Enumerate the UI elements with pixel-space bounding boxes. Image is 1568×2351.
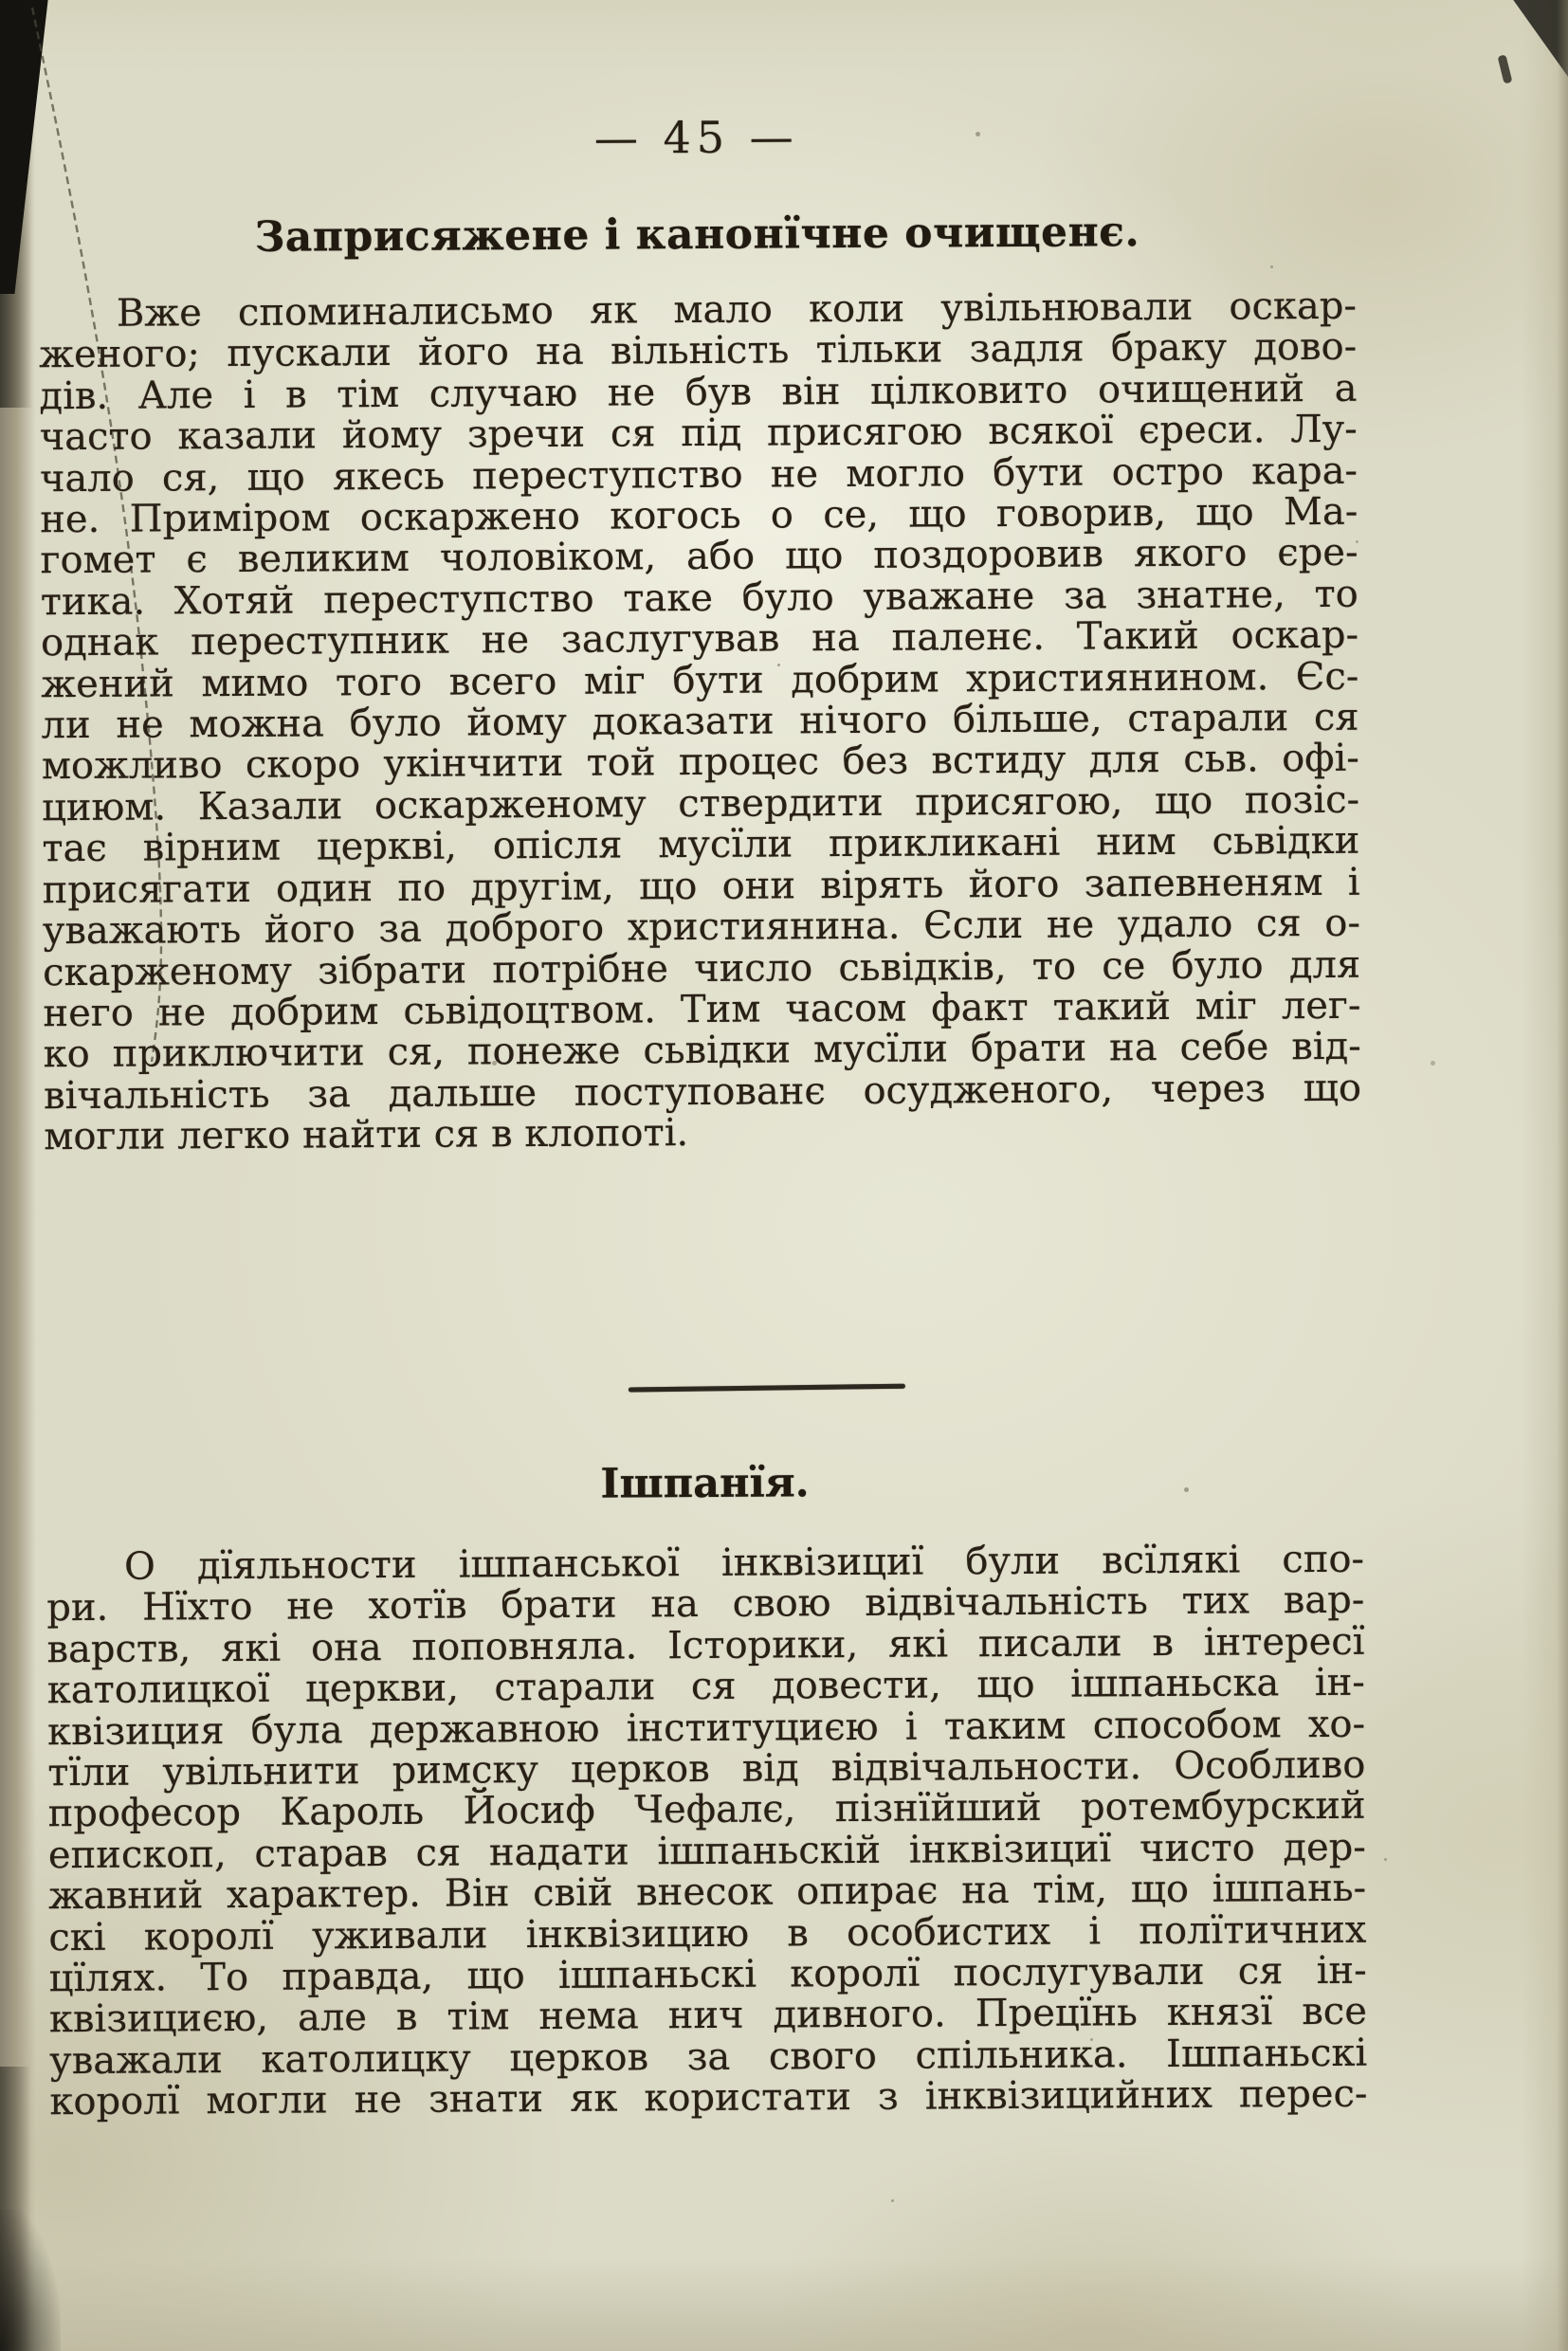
text-line: квізициєю, але в тім нема нич дивного. Прецїнь князї все (48, 1990, 1368, 2042)
text-line: не. Приміром оскаржено когось о се, що говорив, що Ма- (40, 489, 1358, 542)
text-line: тика. Хотяй переступство таке було уважане за знатне, то (40, 572, 1358, 625)
text-line: могли легко найти ся в клопоті. (44, 1111, 689, 1159)
text-line: католицкої церкви, старали ся довести, що ішпаньска ін- (46, 1660, 1365, 1713)
text-line: квізиция була державною інституциєю і таким способом хо- (46, 1702, 1366, 1754)
text-line: ри. Нїхто не хотїв брати на свою відвічальність тих вар- (46, 1578, 1365, 1631)
text-line: присягати один по другім, що они вірять його запевненям і (42, 860, 1360, 912)
text-line: уважали католицку церков за свого спільника. Ішпаньскі (49, 2031, 1368, 2084)
text-line: часто казали йому зречи ся під присягою всякої єреси. Лу- (39, 407, 1358, 460)
text-line: тає вірним церкві, опісля мусїли прикликані ним сьвідки (42, 819, 1360, 871)
text-line: однак переступник не заслугував на паленє. Такий оскар- (40, 613, 1359, 665)
text-line: тїли увільнити римску церков від відвічальности. Особливо (47, 1742, 1366, 1795)
text-line: чало ся, що якесь переступство не могло бути остро кара- (39, 448, 1358, 501)
top-right-ink-mark (1498, 54, 1513, 83)
text-line: гомет є великим чоловіком, або що поздоровив якого єре- (40, 531, 1358, 583)
page-number: — 45 — (593, 111, 799, 164)
text-line: него не добрим сьвідоцтвом. Тим часом факт такий міг лег- (43, 983, 1361, 1036)
text-line: професор Кароль Йосиф Чефалє, пізнїйший ротембурский (47, 1784, 1366, 1836)
text-line: вічальність за дальше поступованє осудженого, через що (43, 1066, 1362, 1118)
text-line: скарженому зібрати потрібне число сьвідків, то се було для (43, 942, 1361, 994)
text-line: дів. Але і в тім случаю не був він цілковито очищений а (39, 366, 1358, 419)
text-line: уважають його за доброго християнина. Єсли не удало ся о- (42, 901, 1361, 954)
text-line: варств, які она поповняла. Історики, які писали в інтересї (46, 1619, 1365, 1672)
page-right-edge-shadow (1557, 0, 1568, 2351)
text-line: скі королї уживали інквізицию в особистих і полїтичних (48, 1907, 1367, 1959)
text-line: цїлях. То правда, що ішпаньскі королї послугували ся ін- (48, 1948, 1367, 2001)
text-line: циюм. Казали оскарженому ствердити присягою, що позіс- (41, 777, 1360, 830)
text-line: Вже споминалисьмо як мало коли увільнювали оскар- (116, 283, 1358, 336)
text-line: женого; пускали його на вільність тільки задля браку дово- (39, 325, 1358, 377)
section-heading-oath-purgation: Заприсяжене і канонїчне очищенє. (254, 208, 1140, 262)
paragraph-oath-purgation (39, 283, 1362, 1159)
text-line: жавний характер. Він свій внесок опирає на тім, що ішпань- (48, 1866, 1367, 1919)
section-divider-rule (629, 1384, 905, 1393)
text-line: ли не можна було йому доказати нічого більше, старали ся (41, 695, 1359, 748)
text-line: жений мимо того всего міг бути добрим християнином. Єс- (41, 654, 1359, 706)
text-line: королї могли не знати як користати з інквізицийних перес- (49, 2072, 1368, 2124)
paragraph-spain (46, 1537, 1368, 2124)
text-line: епископ, старав ся надати ішпаньскій інквізициї чисто дер- (47, 1825, 1366, 1878)
text-line: можливо скоро укінчити той процес без встиду для сьв. офі- (41, 737, 1359, 789)
text-line: О дїяльности ішпанської інквізициї були всїлякі спо- (123, 1537, 1365, 1589)
text-line: ко приключити ся, понеже сьвідки мусїли брати на себе від- (43, 1025, 1361, 1077)
page-content (37, 0, 1369, 2351)
section-heading-spain: Ішпанїя. (600, 1459, 810, 1508)
